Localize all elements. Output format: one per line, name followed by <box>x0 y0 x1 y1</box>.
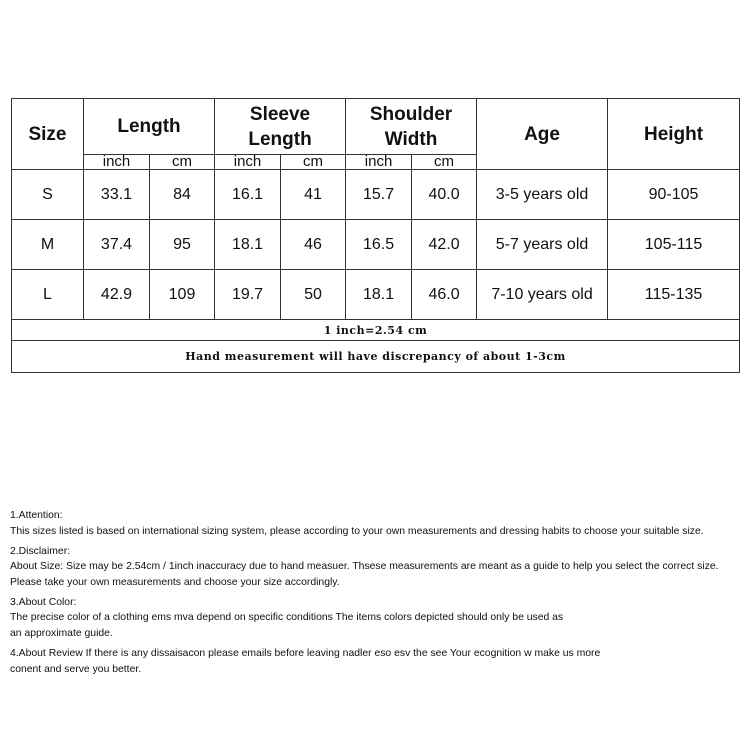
cell-shoulder-cm: 40.0 <box>412 170 477 220</box>
cell-sleeve-cm: 46 <box>281 220 346 270</box>
size-chart-table <box>11 98 740 373</box>
header-sleeve-line2: Length <box>248 128 312 150</box>
disclaimer-text-line1: About Size: Size may be 2.54cm / 1inch inaccuracy due to hand measuer. Thsese measurements are meant as a guide to help you select the correct size. <box>10 561 719 573</box>
header-size: Size <box>12 99 84 170</box>
review-text-line1: 4.About Review If there is any dissaisacon please emails before leaving nadler eso esv the see Your ecognition w make us more <box>10 647 601 659</box>
cell-age: 5-7 years old <box>477 220 608 270</box>
cell-sleeve-inch: 18.1 <box>215 220 281 270</box>
review-section <box>10 646 742 677</box>
table-row <box>12 220 740 270</box>
color-text-line2: an approximate guide. <box>10 627 113 639</box>
cell-size: L <box>12 270 84 320</box>
cell-height: 105-115 <box>608 220 740 270</box>
header-height: Height <box>608 99 740 170</box>
cell-size: S <box>12 170 84 220</box>
header-sleeve-length <box>215 99 346 155</box>
unit-sleeve-cm: cm <box>281 155 346 170</box>
cell-age: 3-5 years old <box>477 170 608 220</box>
table-row <box>12 170 740 220</box>
notes-section <box>10 508 742 682</box>
header-age: Age <box>477 99 608 170</box>
conversion-note: 1 inch=2.54 cm <box>12 320 740 341</box>
cell-age: 7-10 years old <box>477 270 608 320</box>
disclaimer-text-line2: Please take your own measurements and choose your size accordingly. <box>10 576 340 588</box>
unit-length-cm: cm <box>150 155 215 170</box>
color-title: 3.About Color: <box>10 596 77 608</box>
disclaimer-title: 2.Disclaimer: <box>10 545 71 557</box>
review-text-line2: conent and serve you better. <box>10 663 142 675</box>
cell-size: M <box>12 220 84 270</box>
unit-sleeve-inch: inch <box>215 155 281 170</box>
cell-shoulder-inch: 16.5 <box>346 220 412 270</box>
cell-length-cm: 84 <box>150 170 215 220</box>
color-text-line1: The precise color of a clothing ems mva depend on specific conditions The items colors depicted should only be used as <box>10 612 564 624</box>
cell-shoulder-cm: 42.0 <box>412 220 477 270</box>
conversion-row <box>12 320 740 341</box>
header-shoulder-width <box>346 99 477 155</box>
discrepancy-note: Hand measurement will have discrepancy of about 1-3cm <box>12 341 740 373</box>
cell-shoulder-inch: 15.7 <box>346 170 412 220</box>
unit-shoulder-inch: inch <box>346 155 412 170</box>
unit-shoulder-cm: cm <box>412 155 477 170</box>
attention-text: This sizes listed is based on international sizing system, please according to your own measurements and dressing habits to choose your suitable size. <box>10 525 704 537</box>
cell-sleeve-inch: 19.7 <box>215 270 281 320</box>
header-row <box>12 99 740 155</box>
cell-length-cm: 109 <box>150 270 215 320</box>
cell-length-cm: 95 <box>150 220 215 270</box>
discrepancy-row <box>12 341 740 373</box>
color-section <box>10 595 742 642</box>
cell-length-inch: 37.4 <box>84 220 150 270</box>
header-sleeve-line1: Sleeve <box>249 103 311 125</box>
table-row <box>12 270 740 320</box>
cell-height: 115-135 <box>608 270 740 320</box>
unit-length-inch: inch <box>84 155 150 170</box>
cell-height: 90-105 <box>608 170 740 220</box>
attention-section <box>10 508 742 539</box>
cell-length-inch: 42.9 <box>84 270 150 320</box>
header-shoulder-line2: Width <box>384 128 438 150</box>
header-length: Length <box>84 99 215 155</box>
cell-sleeve-inch: 16.1 <box>215 170 281 220</box>
cell-sleeve-cm: 41 <box>281 170 346 220</box>
attention-title: 1.Attention: <box>10 510 63 521</box>
disclaimer-section <box>10 544 742 591</box>
cell-length-inch: 33.1 <box>84 170 150 220</box>
cell-shoulder-cm: 46.0 <box>412 270 477 320</box>
cell-sleeve-cm: 50 <box>281 270 346 320</box>
cell-shoulder-inch: 18.1 <box>346 270 412 320</box>
header-shoulder-line1: Shoulder <box>369 103 453 125</box>
